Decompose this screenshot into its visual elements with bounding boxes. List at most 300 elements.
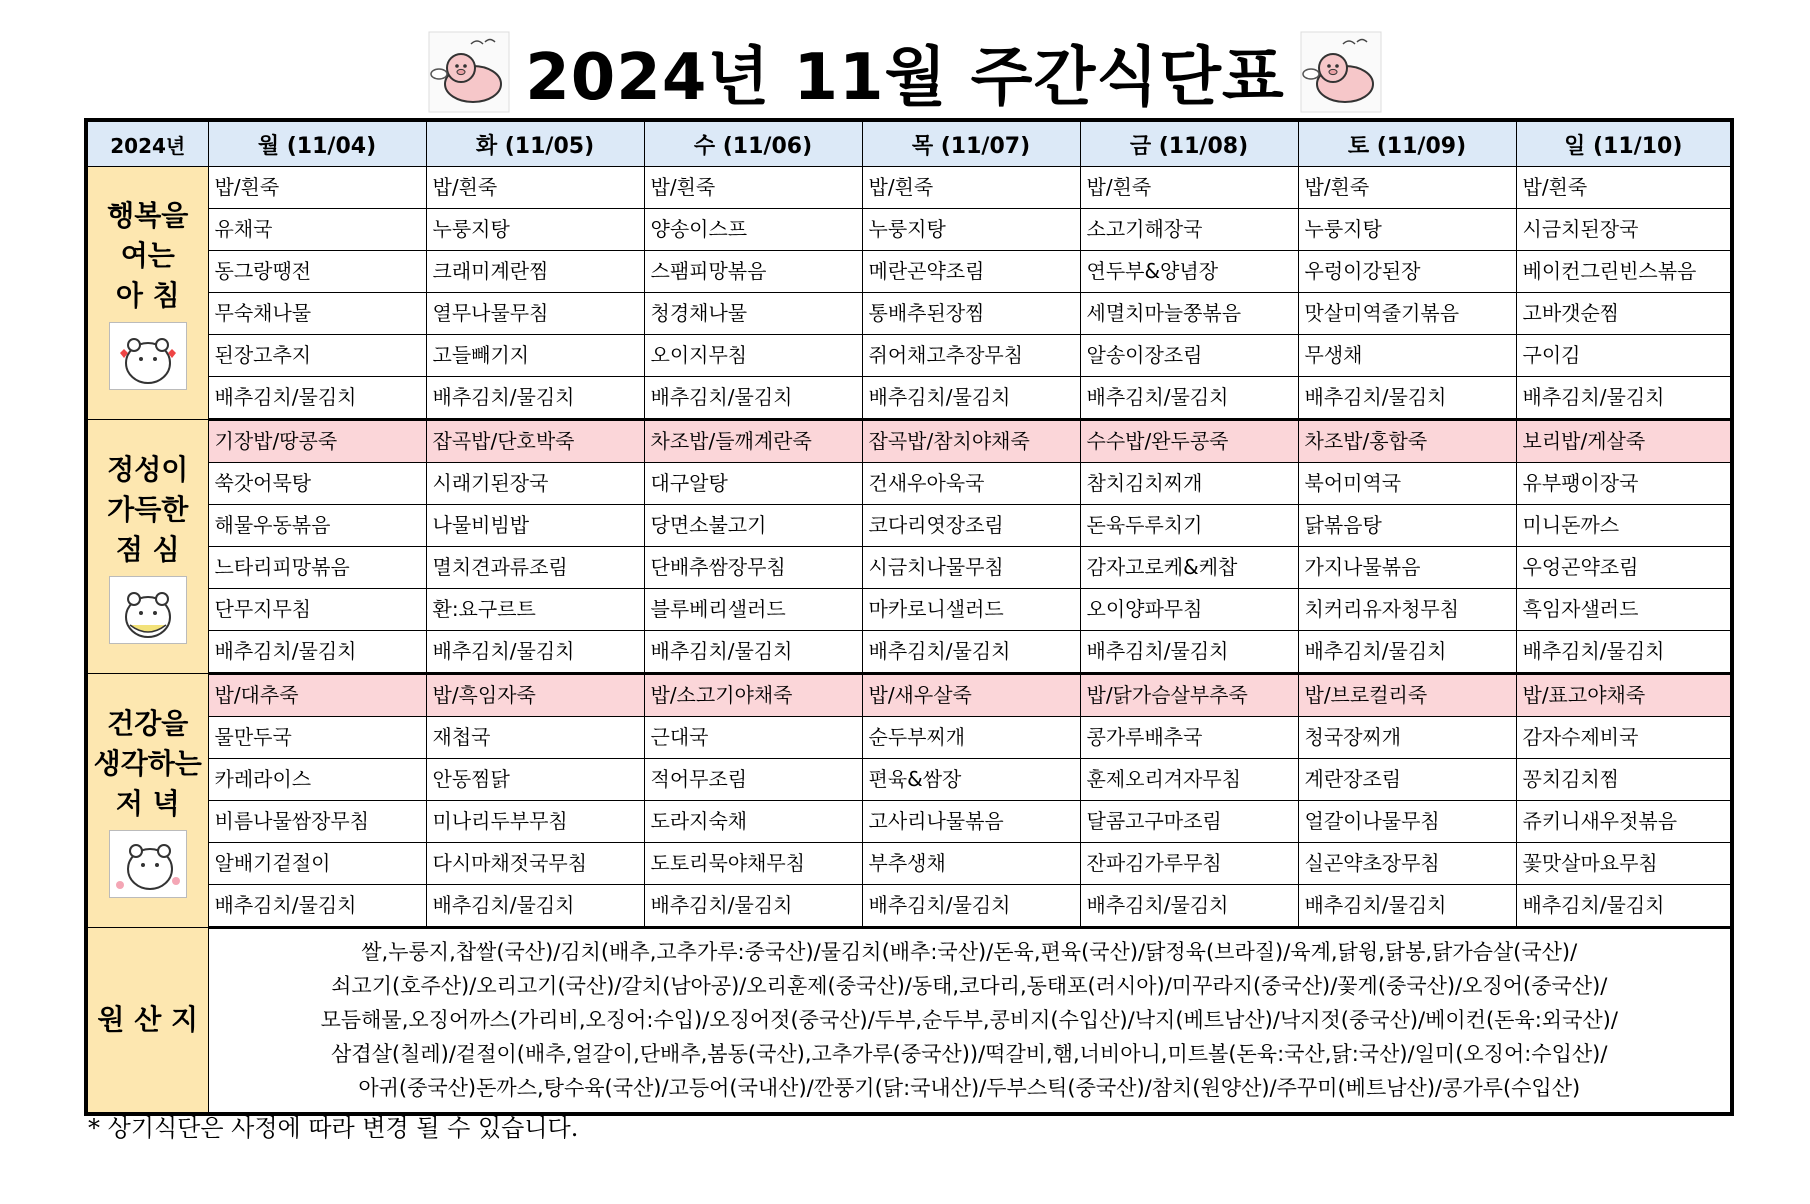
menu-cell [1298,293,1516,335]
menu-row [86,377,1732,420]
menu-cell [1516,420,1732,463]
side-dish: 잔파김가루무침 [1086,851,1222,875]
origin-line: 쇠고기(호주산)/오리고기(국산)/갈치(남아공)/오리훈제(중국산)/동태,코다리,동태포(러시아)/미꾸라지(중국산)/꽃게(중국산)/오징어(중국산)/ [331,974,1608,999]
menu-cell [862,589,1080,631]
menu-cell [208,251,426,293]
side-dish: 고바갯순찜 [1522,301,1620,325]
menu-cell [1298,377,1516,420]
side-dish: 훈제오리겨자무침 [1086,767,1242,791]
menu-cell [862,547,1080,589]
side-dish: 닭볶음탕 [1304,513,1382,537]
menu-cell [862,759,1080,801]
origin-label-cell [86,928,208,1114]
meal-label-line: 점 심 [115,532,180,566]
side-dish: 소고기해장국 [1086,217,1203,241]
main-dish: 잡곡밥/참치야채죽 [863,421,1080,462]
menu-cell [862,420,1080,463]
menu-cell [1516,293,1732,335]
menu-cell [208,505,426,547]
side-dish: 구이김 [1522,343,1581,367]
menu-cell [426,251,644,293]
side-dish: 참치김치찌개 [1086,471,1203,495]
side-dish: 유부팽이장국 [1522,471,1639,495]
menu-cell [1516,251,1732,293]
side-dish: 물만두국 [214,725,292,749]
menu-cell [1516,463,1732,505]
origin-row [86,928,1732,1114]
menu-cell [426,759,644,801]
side-dish: 당면소불고기 [650,513,767,537]
menu-cell [1080,801,1298,843]
side-dish: 시금치된장국 [1522,217,1639,241]
side-dish: 배추김치/물김치 [650,893,793,917]
menu-cell [208,293,426,335]
side-dish: 배추김치/물김치 [868,893,1011,917]
side-dish: 단무지무침 [214,597,312,621]
menu-cell [426,209,644,251]
side-dish: 나물비빔밥 [432,513,530,537]
side-dish: 돈육두루치기 [1086,513,1203,537]
side-dish: 적어무조림 [650,767,748,791]
menu-cell [644,251,862,293]
side-dish: 도토리묵야채무침 [650,851,806,875]
meal-label-cell [86,167,208,420]
menu-cell [1298,167,1516,209]
menu-cell [1080,759,1298,801]
menu-cell [862,167,1080,209]
main-dish: 밥/흰죽 [214,175,280,199]
menu-cell [1080,885,1298,928]
menu-cell [644,843,862,885]
menu-cell [1080,209,1298,251]
side-dish: 쥐어채고추장무침 [868,343,1024,367]
menu-cell [208,674,426,717]
main-dish: 차조밥/홍합죽 [1299,421,1516,462]
main-dish: 밥/흑임자죽 [427,675,644,716]
side-dish: 북어미역국 [1304,471,1402,495]
menu-cell [644,335,862,377]
side-dish: 마카로니샐러드 [868,597,1004,621]
side-dish: 배추김치/물김치 [650,639,793,663]
menu-cell [1516,167,1732,209]
side-dish: 베이컨그린빈스볶음 [1522,259,1697,283]
menu-cell [644,209,862,251]
menu-cell [862,885,1080,928]
menu-cell [862,209,1080,251]
bear-hearts-icon [109,322,187,390]
side-dish: 배추김치/물김치 [1522,639,1665,663]
side-dish: 블루베리샐러드 [650,597,786,621]
menu-cell [1516,674,1732,717]
side-dish: 편육&쌈장 [868,767,962,791]
menu-cell [644,167,862,209]
menu-cell [1080,335,1298,377]
menu-cell [1298,335,1516,377]
side-dish: 배추김치/물김치 [1086,639,1229,663]
menu-cell [1516,631,1732,674]
day-header: 일 (11/10) [1516,120,1732,167]
side-dish: 가지나물볶음 [1304,555,1421,579]
menu-cell [1516,209,1732,251]
side-dish: 오이양파무침 [1086,597,1203,621]
side-dish: 배추김치/물김치 [1086,893,1229,917]
menu-cell [1516,377,1732,420]
side-dish: 배추김치/물김치 [650,385,793,409]
side-dish: 통배추된장찜 [868,301,985,325]
side-dish: 세멸치마늘쫑볶음 [1086,301,1242,325]
side-dish: 달콤고구마조림 [1086,809,1222,833]
main-dish: 밥/브로컬리죽 [1299,675,1516,716]
side-dish: 배추김치/물김치 [214,893,357,917]
side-dish: 미나리두부무침 [432,809,568,833]
day-header: 화 (11/05) [426,120,644,167]
menu-cell [644,717,862,759]
side-dish: 오이지무침 [650,343,748,367]
menu-cell [1516,505,1732,547]
side-dish: 무숙채나물 [214,301,312,325]
menu-cell [862,674,1080,717]
menu-row [86,631,1732,674]
side-dish: 카레라이스 [214,767,312,791]
menu-cell [644,377,862,420]
main-dish: 수수밥/완두콩죽 [1081,421,1298,462]
menu-row [86,293,1732,335]
bear-cheer-icon [109,576,187,644]
menu-cell [208,335,426,377]
side-dish: 순두부찌개 [868,725,966,749]
side-dish: 양송이스프 [650,217,748,241]
main-dish: 밥/닭가슴살부추죽 [1081,675,1298,716]
menu-cell [208,547,426,589]
menu-cell [1080,463,1298,505]
menu-cell [426,631,644,674]
menu-cell [1080,589,1298,631]
side-dish: 연두부&양념장 [1086,259,1219,283]
side-dish: 배추김치/물김치 [1086,385,1229,409]
side-dish: 비름나물쌈장무침 [214,809,370,833]
menu-row [86,463,1732,505]
meal-label-line: 저 녁 [115,786,180,820]
menu-cell [862,631,1080,674]
menu-cell [1298,674,1516,717]
menu-cell [1080,377,1298,420]
menu-row [86,843,1732,885]
side-dish: 흑임자샐러드 [1522,597,1639,621]
menu-cell [862,463,1080,505]
side-dish: 고들빼기지 [432,343,530,367]
side-dish: 맛살미역줄기볶음 [1304,301,1460,325]
menu-cell [644,293,862,335]
menu-row [86,589,1732,631]
side-dish: 크래미계란찜 [432,259,549,283]
day-header: 수 (11/06) [644,120,862,167]
menu-cell [208,717,426,759]
menu-table [84,118,1734,1116]
menu-cell [862,377,1080,420]
side-dish: 누룽지탕 [1304,217,1382,241]
main-dish: 기장밥/땅콩죽 [209,421,426,462]
menu-cell [426,589,644,631]
menu-cell [1298,717,1516,759]
menu-cell [1080,843,1298,885]
menu-cell [1298,547,1516,589]
origin-line: 모듬해물,오징어까스(가리비,오징어:수입)/오징어젓(중국산)/두부,순두부,콩비지(수입산)/낙지(베트남산)/낙지젓(중국산)/베이컨(돈육:외국산)/ [320,1008,1618,1033]
day-header: 월 (11/04) [208,120,426,167]
menu-cell [1298,589,1516,631]
origin-line: 쌀,누룽지,찹쌀(국산)/김치(배추,고추가루:중국산)/물김치(배추:국산)/돈육,편육(국산)/닭정육(브라질)/육계,닭윙,닭봉,닭가슴살(국산)/ [361,940,1578,965]
menu-cell [426,717,644,759]
menu-cell [1298,420,1516,463]
main-dish: 밥/흰죽 [868,175,934,199]
pig-burp-icon [1299,30,1383,114]
day-header: 금 (11/08) [1080,120,1298,167]
side-dish: 느타리피망볶음 [214,555,350,579]
day-header: 목 (11/07) [862,120,1080,167]
menu-row [86,717,1732,759]
side-dish: 청국장찌개 [1304,725,1402,749]
meal-label-cell [86,420,208,674]
meal-label-cell [86,674,208,928]
page-title: 2024년 11월 주간식단표 [525,41,1285,115]
title-row [0,22,1810,122]
side-dish: 다시마채젓국무침 [432,851,588,875]
day-header: 토 (11/09) [1298,120,1516,167]
menu-cell [644,674,862,717]
main-dish: 밥/표고야채죽 [1517,675,1731,716]
side-dish: 실곤약초장무침 [1304,851,1440,875]
main-dish: 보리밥/게살죽 [1517,421,1731,462]
menu-cell [862,251,1080,293]
menu-cell [1516,843,1732,885]
menu-cell [1080,631,1298,674]
menu-cell [1298,843,1516,885]
side-dish: 알배기겉절이 [214,851,331,875]
side-dish: 배추김치/물김치 [432,385,575,409]
side-dish: 단배추쌈장무침 [650,555,786,579]
menu-cell [1080,293,1298,335]
side-dish: 쥬키니새우젓볶음 [1522,809,1678,833]
menu-cell [862,505,1080,547]
menu-cell [426,167,644,209]
menu-cell [208,885,426,928]
main-dish: 차조밥/들깨계란죽 [645,421,862,462]
menu-cell [426,843,644,885]
menu-cell [1516,759,1732,801]
side-dish: 건새우아욱국 [868,471,985,495]
menu-cell [1516,801,1732,843]
menu-cell [208,843,426,885]
menu-row [86,420,1732,463]
side-dish: 미니돈까스 [1522,513,1620,537]
meal-label-line: 아 침 [115,279,180,312]
side-dish: 누룽지탕 [868,217,946,241]
menu-cell [1298,251,1516,293]
side-dish: 우엉곤약조림 [1522,555,1639,579]
menu-cell [1080,251,1298,293]
menu-cell [644,547,862,589]
main-dish: 밥/새우살죽 [863,675,1080,716]
main-dish: 밥/소고기야채죽 [645,675,862,716]
menu-cell [862,717,1080,759]
menu-cell [426,463,644,505]
side-dish: 고사리나물볶음 [868,809,1004,833]
menu-cell [1298,631,1516,674]
side-dish: 청경채나물 [650,301,748,325]
header-row [86,120,1732,167]
side-dish: 동그랑땡전 [214,259,312,283]
menu-cell [426,335,644,377]
menu-cell [862,801,1080,843]
meal-label-line: 행복을 [107,199,189,232]
side-dish: 근대국 [650,725,709,749]
menu-cell [1298,505,1516,547]
menu-cell [426,420,644,463]
side-dish: 배추김치/물김치 [1304,639,1447,663]
menu-cell [1298,759,1516,801]
side-dish: 감자수제비국 [1522,725,1639,749]
menu-cell [1516,589,1732,631]
side-dish: 환:요구르트 [432,597,536,621]
menu-cell [208,589,426,631]
side-dish: 유채국 [214,217,273,241]
menu-cell [862,293,1080,335]
side-dish: 열무나물무침 [432,301,549,325]
side-dish: 누룽지탕 [432,217,510,241]
side-dish: 도라지숙채 [650,809,748,833]
menu-cell [1080,420,1298,463]
side-dish: 무생채 [1304,343,1363,367]
side-dish: 배추김치/물김치 [214,385,357,409]
menu-cell [1298,801,1516,843]
main-dish: 밥/흰죽 [650,175,716,199]
menu-cell [862,335,1080,377]
menu-cell [1298,885,1516,928]
origin-label: 원 산 지 [97,1002,199,1036]
menu-cell [1080,167,1298,209]
side-dish: 꽁치김치찜 [1522,767,1620,791]
menu-cell [208,167,426,209]
side-dish: 스팸피망볶음 [650,259,767,283]
side-dish: 쑥갓어묵탕 [214,471,312,495]
menu-cell [426,674,644,717]
meal-label-line: 생각하는 [93,746,202,780]
main-dish: 밥/흰죽 [1522,175,1588,199]
menu-cell [1516,717,1732,759]
menu-cell [644,505,862,547]
main-dish: 잡곡밥/단호박죽 [427,421,644,462]
menu-cell [426,377,644,420]
meal-label-line: 건강을 [107,706,189,740]
side-dish: 배추김치/물김치 [1522,385,1665,409]
year-header: 2024년 [86,120,208,167]
meal-label-line: 가득한 [107,492,189,526]
side-dish: 배추김치/물김치 [432,639,575,663]
side-dish: 시금치나물무침 [868,555,1004,579]
menu-cell [644,463,862,505]
menu-cell [644,589,862,631]
menu-cell [426,885,644,928]
menu-cell [208,209,426,251]
menu-cell [426,293,644,335]
menu-cell [426,801,644,843]
side-dish: 시래기된장국 [432,471,549,495]
menu-cell [644,631,862,674]
side-dish: 해물우동볶음 [214,513,331,537]
menu-row [86,335,1732,377]
menu-cell [644,885,862,928]
side-dish: 배추김치/물김치 [868,385,1011,409]
menu-cell [1516,335,1732,377]
menu-row [86,167,1732,209]
menu-cell [1080,505,1298,547]
side-dish: 안동찜닭 [432,767,510,791]
menu-cell [208,377,426,420]
side-dish: 코다리엿장조림 [868,513,1004,537]
side-dish: 배추김치/물김치 [1522,893,1665,917]
menu-row [86,209,1732,251]
menu-cell [208,801,426,843]
main-dish: 밥/흰죽 [1086,175,1152,199]
bear-flowers-icon [109,830,187,898]
side-dish: 부추생채 [868,851,946,875]
side-dish: 배추김치/물김치 [1304,385,1447,409]
menu-row [86,801,1732,843]
origin-line: 아귀(중국산)돈까스,탕수육(국산)/고등어(국내산)/깐풍기(닭:국내산)/두부스틱(중국산)/참치(원양산)/주꾸미(베트남산)/콩가루(수입산) [358,1076,1581,1101]
footnote: * 상기식단은 사정에 따라 변경 될 수 있습니다. [88,1114,579,1142]
main-dish: 밥/흰죽 [432,175,498,199]
side-dish: 꽃맛살마요무침 [1522,851,1658,875]
menu-cell [1516,547,1732,589]
side-dish: 계란장조림 [1304,767,1402,791]
meal-label-line: 여는 [120,239,175,272]
menu-cell [208,631,426,674]
side-dish: 우렁이강된장 [1304,259,1421,283]
menu-row [86,251,1732,293]
menu-row [86,674,1732,717]
menu-cell [1516,885,1732,928]
menu-cell [644,759,862,801]
menu-cell [208,420,426,463]
pig-burp-icon [427,30,511,114]
side-dish: 배추김치/물김치 [432,893,575,917]
menu-cell [1080,717,1298,759]
side-dish: 배추김치/물김치 [1304,893,1447,917]
origin-text [208,928,1732,1114]
side-dish: 대구알탕 [650,471,728,495]
side-dish: 배추김치/물김치 [214,639,357,663]
menu-cell [644,801,862,843]
menu-cell [208,463,426,505]
menu-row [86,547,1732,589]
menu-cell [1298,209,1516,251]
side-dish: 치커리유자청무침 [1304,597,1460,621]
main-dish: 밥/대추죽 [209,675,426,716]
side-dish: 얼갈이나물무침 [1304,809,1440,833]
menu-row [86,759,1732,801]
side-dish: 메란곤약조림 [868,259,985,283]
main-dish: 밥/흰죽 [1304,175,1370,199]
side-dish: 알송이장조림 [1086,343,1203,367]
side-dish: 멸치견과류조림 [432,555,568,579]
menu-cell [862,843,1080,885]
side-dish: 배추김치/물김치 [868,639,1011,663]
menu-cell [1080,674,1298,717]
menu-cell [644,420,862,463]
menu-row [86,885,1732,928]
side-dish: 재첩국 [432,725,491,749]
side-dish: 콩가루배추국 [1086,725,1203,749]
meal-label-line: 정성이 [107,452,189,486]
